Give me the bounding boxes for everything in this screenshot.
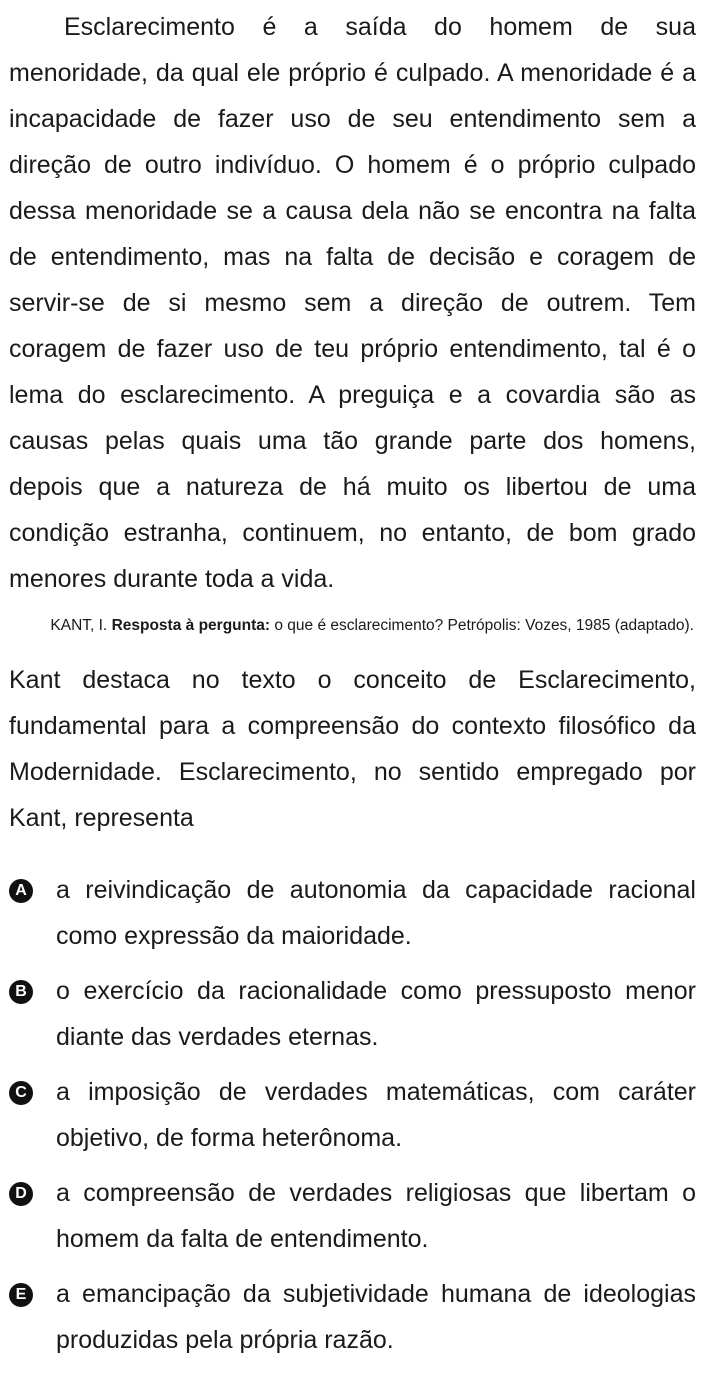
option-b[interactable]: [9, 968, 696, 1060]
option-b-letter-badge: B: [9, 980, 33, 1004]
option-e-text: a emancipação da subjetividade humana de ideologias produzidas pela própria razão.: [56, 1280, 696, 1354]
option-d-letter-badge: D: [9, 1182, 33, 1206]
question-stem: Kant destaca no texto o conceito de Esclarecimento, fundamental para a compreensão do contexto filosófico da Modernidade. Esclarecimento, no sentido empregado por Kant, representa: [9, 666, 696, 832]
option-d-text: a compreensão de verdades religiosas que libertam o homem da falta de entendimento.: [56, 1179, 696, 1253]
option-c[interactable]: [9, 1069, 696, 1161]
citation-rest: o que é esclarecimento? Petrópolis: Vozes, 1985 (adaptado).: [274, 617, 694, 634]
passage-text: Esclarecimento é a saída do homem de sua menoridade, da qual ele próprio é culpado. A menoridade é a incapacidade de fazer uso de seu entendimento sem a direção de outro indivíduo. O homem é o próprio culpado dessa menoridade se a causa dela não se encontra na falta de entendimento, mas na falta de decisão e coragem de servir-se de si mesmo sem a direção de outrem. Tem coragem de fazer uso de teu próprio entendimento, tal é o lema do esclarecimento. A preguiça e a covardia são as causas pelas quais uma tão grande parte dos homens, depois que a natureza de há muito os libertou de uma condição estranha, continuem, no entanto, de bom grado menores durante toda a vida.: [9, 13, 696, 593]
option-a[interactable]: [9, 867, 696, 959]
option-c-text: a imposição de verdades matemáticas, com caráter objetivo, de forma heterônoma.: [56, 1078, 696, 1152]
option-c-letter-badge: C: [9, 1081, 33, 1105]
citation-author: KANT, I.: [50, 617, 108, 634]
option-a-text: a reivindicação de autonomia da capacidade racional como expressão da maioridade.: [56, 876, 696, 950]
option-d[interactable]: [9, 1170, 696, 1262]
option-a-letter-badge: A: [9, 879, 33, 903]
source-citation: [9, 615, 696, 637]
option-e[interactable]: [9, 1271, 696, 1363]
option-b-text: o exercício da racionalidade como pressuposto menor diante das verdades eternas.: [56, 977, 696, 1051]
citation-title: Resposta à pergunta:: [111, 617, 271, 634]
option-e-letter-badge: E: [9, 1283, 33, 1307]
answer-options: [9, 867, 696, 1363]
